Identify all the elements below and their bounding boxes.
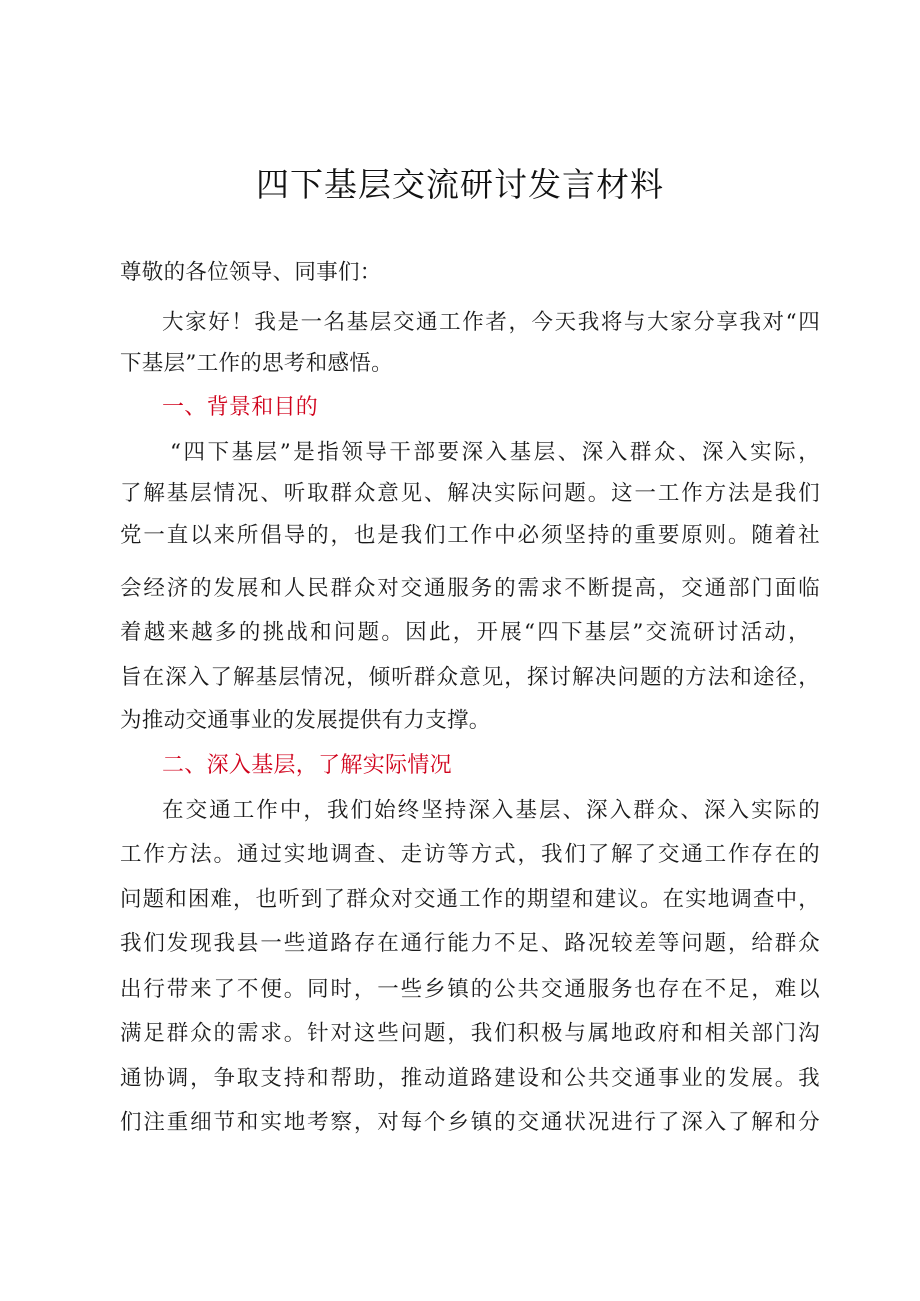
document-title: 四下基层交流研讨发言材料 [256,165,664,204]
section-1-line-2: 了解基层情况、听取群众意见、解决实际问题。这一工作方法是我们 [120,481,820,506]
section-2-line-2: 工作方法。通过实地调查、走访等方式，我们了解了交通工作存在的 [120,842,820,867]
intro-line-1: 大家好！我是一名基层交通工作者，今天我将与大家分享我对“四 [162,310,820,335]
section-2-heading: 二、深入基层，了解实际情况 [162,753,452,778]
section-1-line-3: 党一直以来所倡导的，也是我们工作中必须坚持的重要原则。随着社 [120,523,820,548]
salutation: 尊敬的各位领导、同事们： [120,260,382,285]
section-1-heading: 一、背景和目的 [162,395,319,420]
intro-line-2: 下基层”工作的思考和感悟。 [120,351,393,376]
section-2-line-5: 出行带来了不便。同时，一些乡镇的公共交通服务也存在不足，难以 [120,977,820,1002]
section-2-line-1: 在交通工作中，我们始终坚持深入基层、深入群众、深入实际的 [162,798,820,823]
section-1-line-7: 为推动交通事业的发展提供有力支撑。 [120,708,491,733]
section-1-line-4: 会经济的发展和人民群众对交通服务的需求不断提高，交通部门面临 [120,576,820,601]
section-2-line-7: 通协调，争取支持和帮助，推动道路建设和公共交通事业的发展。我 [120,1066,820,1091]
section-2-line-3: 问题和困难，也听到了群众对交通工作的期望和建议。在实地调查中， [120,887,820,912]
section-1-line-5: 着越来越多的挑战和问题。因此，开展“四下基层”交流研讨活动， [120,620,810,645]
section-2-line-4: 我们发现我县一些道路存在通行能力不足、路况较差等问题，给群众 [120,931,820,956]
section-2-line-8: 们注重细节和实地考察，对每个乡镇的交通状况进行了深入了解和分 [120,1110,820,1135]
section-1-line-6: 旨在深入了解基层情况，倾听群众意见，探讨解决问题的方法和途径， [120,665,820,690]
section-2-line-6: 满足群众的需求。针对这些问题，我们积极与属地政府和相关部门沟 [120,1021,820,1046]
section-1-line-1: “四下基层”是指领导干部要深入基层、深入群众、深入实际， [170,440,820,465]
